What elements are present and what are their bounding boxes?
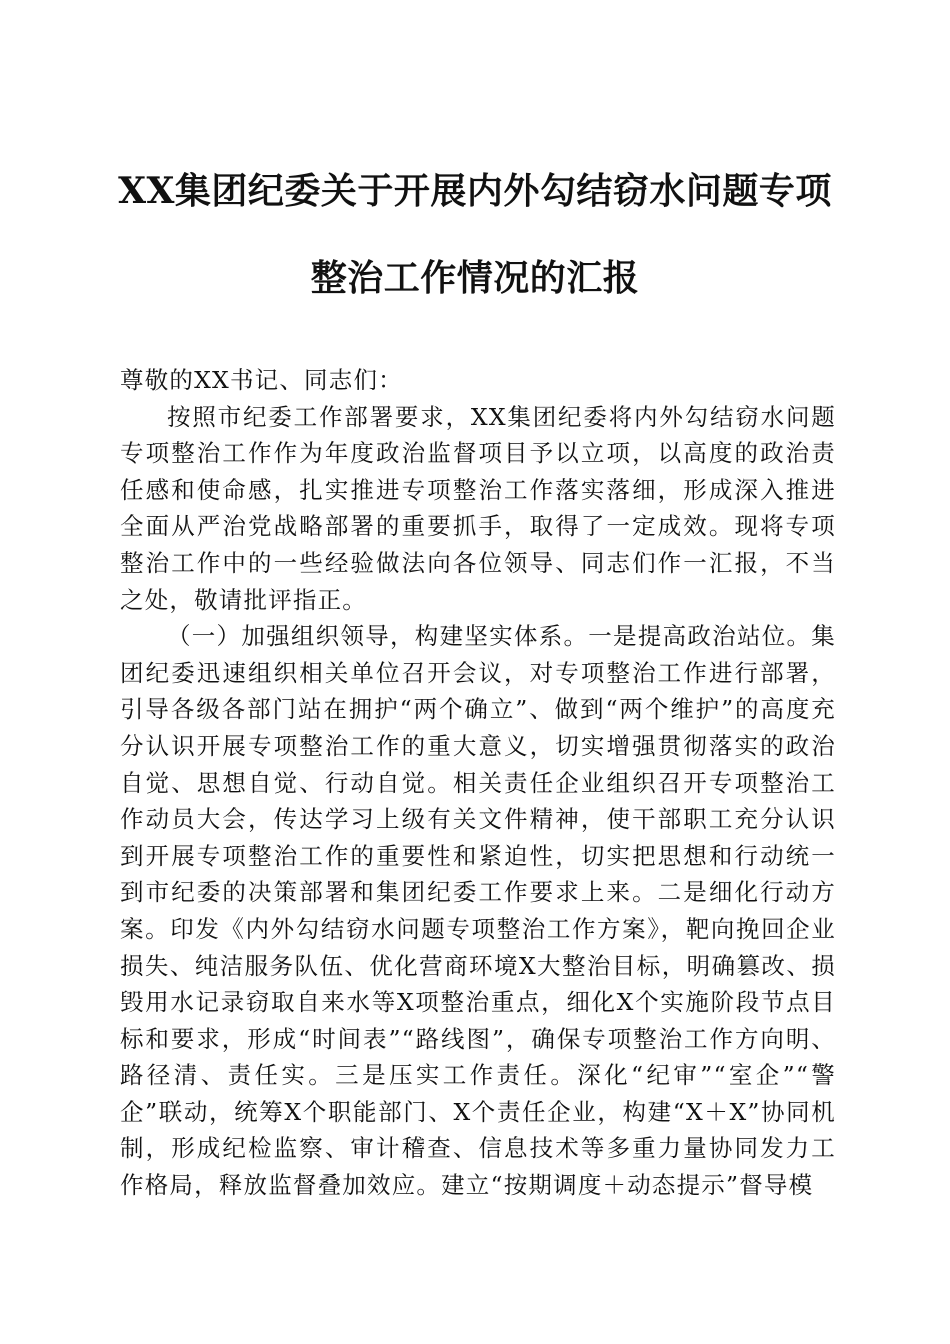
section-1-body: 一是提高政治站位。集团纪委迅速组织相关单位召开会议，对专项整治工作进行部署，引导各级各部门站在拥护“两个确立”、做到“两个维护”的高度充分认识开展专项整治工作的重大意义，切实增强贯彻落实的政治自觉、思想自觉、行动自觉。相关责任企业组织召开专项整治工作动员大会，传达学习上级有关文件精神，使干部职工充分认识到开展专项整治工作的重要性和紧迫性，切实把思想和行动统一到市纪委的决策部署和集团纪委工作要求上来。二是细化行动方案。印发《内外勾结窃水问题专项整治工作方案》，靶向挽回企业损失、纯洁服务队伍、优化营商环境X大整治目标，明确篡改、损毁用水记录窃取自来水等X项整治重点，细化X个实施阶段节点目标和要求，形成“时间表”“路线图”，确保专项整治工作方向明、路径清、责任实。三是压实工作责任。深化“纪审”“室企”“警企”联动，统筹X个职能部门、X个责任企业，构建“X＋X”协同机制，形成纪检监察、审计稽查、信息技术等多重力量协同发力工作格局，释放监督叠加效应。建立“按期调度＋动态提示”督导模	[120, 622, 837, 1200]
title-line-2: 整治工作情况的汇报	[310, 257, 640, 299]
document-title	[100, 168, 850, 301]
title-line-1: XX集团纪委关于开展内外勾结窃水问题专项	[118, 170, 832, 212]
section-1-paragraph	[120, 618, 836, 1204]
document-body	[120, 362, 836, 1204]
intro-paragraph: 按照市纪委工作部署要求，XX集团纪委将内外勾结窃水问题专项整治工作作为年度政治监督项目予以立项，以高度的政治责任感和使命感，扎实推进专项整治工作落实落细，形成深入推进全面从严治党战略部署的重要抓手，取得了一定成效。现将专项整治工作中的一些经验做法向各位领导、同志们作一汇报，不当之处，敬请批评指正。	[120, 402, 836, 614]
section-1-heading: （一）加强组织领导，构建坚实体系。	[167, 622, 589, 651]
salutation: 尊敬的XX书记、同志们：	[120, 366, 403, 394]
